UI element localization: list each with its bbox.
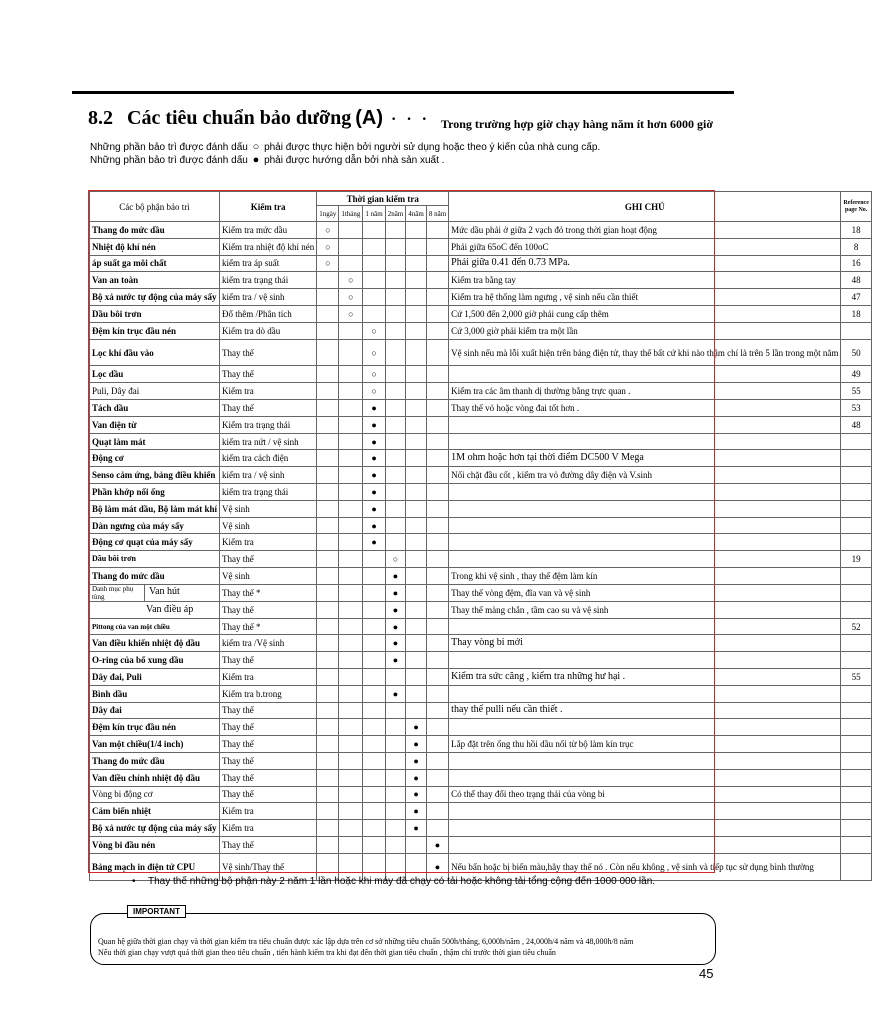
row-check: Thay thế * bbox=[220, 618, 317, 635]
row-part: Bộ xả nước tự động của máy sấy bbox=[90, 820, 220, 837]
open-circle-icon: ○ bbox=[252, 141, 260, 153]
row-ref-page bbox=[841, 322, 872, 339]
row-check: Vệ sinh bbox=[220, 517, 317, 534]
row-note: Thay thế vỏ hoặc vòng đai tốt hơn . bbox=[449, 400, 841, 417]
row-ref-page bbox=[841, 652, 872, 669]
row-ref-page: 18 bbox=[841, 305, 872, 322]
row-ref-page: 50 bbox=[841, 339, 872, 366]
footnote-text: Thay thế những bộ phận này 2 năm 1 lần hoặc khi máy đã chạy có tải hoặc không tải tổng cộng đến 1000 000 lần. bbox=[148, 876, 656, 887]
section-number: 8.2 bbox=[88, 107, 113, 129]
row-part: Đệm kín trục đầu nén bbox=[90, 322, 220, 339]
filled-circle-icon: ● bbox=[406, 719, 427, 736]
row-check: Kiểm tra bbox=[220, 669, 317, 686]
row-part: Nhiệt độ khí nén bbox=[90, 238, 220, 255]
row-check: Kiểm tra dò dầu bbox=[220, 322, 317, 339]
row-note: Phải giữa 0.41 đến 0.73 MPa. bbox=[449, 255, 841, 272]
row-check: Kiểm tra bbox=[220, 383, 317, 400]
filled-circle-icon: ● bbox=[363, 534, 385, 551]
row-check: Thay thế bbox=[220, 752, 317, 769]
filled-circle-icon: ● bbox=[406, 803, 427, 820]
row-ref-page bbox=[841, 803, 872, 820]
important-line-2: Nếu thời gian chạy vượt quá thời gian theo tiêu chuẩn , tiến hành kiểm tra khi đạt đến thời gian tiêu chuẩn , thậm chí trước thời gian tiêu chuẩn bbox=[98, 948, 556, 957]
row-ref-page bbox=[841, 467, 872, 484]
filled-circle-icon: ● bbox=[363, 450, 385, 467]
row-ref-page bbox=[841, 702, 872, 719]
header-check: Kiểm tra bbox=[220, 192, 317, 222]
filled-circle-icon: ● bbox=[385, 568, 406, 585]
open-circle-icon: ○ bbox=[317, 255, 339, 272]
important-text bbox=[98, 936, 713, 958]
row-part: Van một chiều(1/4 inch) bbox=[90, 736, 220, 753]
filled-circle-icon: ● bbox=[406, 736, 427, 753]
row-ref-page bbox=[841, 517, 872, 534]
filled-circle-icon: ● bbox=[385, 584, 406, 601]
row-check: Kiểm tra bbox=[220, 534, 317, 551]
row-check: Thay thế bbox=[220, 836, 317, 853]
bullet-icon: • bbox=[132, 876, 136, 887]
row-group-label: Danh mục phụ tùng bbox=[90, 585, 145, 601]
row-ref-page bbox=[841, 534, 872, 551]
filled-circle-icon: ● bbox=[406, 769, 427, 786]
row-part: Van điều chỉnh nhiệt độ dầu bbox=[90, 769, 220, 786]
header-part: Các bộ phận bảo trì bbox=[90, 192, 220, 222]
row-ref-page bbox=[841, 836, 872, 853]
row-ref-page: 48 bbox=[841, 272, 872, 289]
legend-user-prefix: Những phần bảo trì được đánh dấu bbox=[90, 142, 248, 153]
row-ref-page bbox=[841, 752, 872, 769]
row-note: Thay vòng bi mới bbox=[449, 635, 841, 652]
open-circle-icon: ○ bbox=[385, 551, 406, 568]
row-part: Van điều áp bbox=[90, 601, 220, 618]
row-part: Phần khớp nối ống bbox=[90, 484, 220, 501]
section-title-letter: (A) bbox=[355, 107, 383, 129]
row-part: Dây đai bbox=[90, 702, 220, 719]
legend-maker-prefix: Những phần bảo trì được đánh dấu bbox=[90, 155, 248, 166]
row-part: Vòng bi động cơ bbox=[90, 786, 220, 803]
open-circle-icon: ○ bbox=[317, 222, 339, 239]
row-part: Puli, Dây đai bbox=[90, 383, 220, 400]
header-interval-2year: 2năm bbox=[385, 206, 406, 222]
row-note: Mức dầu phải ở giữa 2 vạch đỏ trong thời gian hoạt động bbox=[449, 222, 841, 239]
open-circle-icon: ○ bbox=[363, 383, 385, 400]
header-interval-4year: 4năm bbox=[406, 206, 427, 222]
row-part: Thang đo mức dầu bbox=[90, 222, 220, 239]
filled-circle-icon: ● bbox=[406, 786, 427, 803]
row-check: Thay thế bbox=[220, 702, 317, 719]
important-line-1: Quan hệ giữa thời gian chạy và thời gian kiểm tra tiêu chuẩn được xác lập dựa trên cơ sở những tiêu chuẩn 500h/tháng, 6,000h/năm , 24,000h/4 năm và 48,000h/8 năm bbox=[98, 937, 634, 946]
row-check: kiểm tra trạng thái bbox=[220, 484, 317, 501]
row-ref-page bbox=[841, 719, 872, 736]
row-ref-page: 47 bbox=[841, 289, 872, 306]
row-check: Vệ sinh bbox=[220, 500, 317, 517]
row-part: Cảm biến nhiệt bbox=[90, 803, 220, 820]
row-ref-page bbox=[841, 500, 872, 517]
row-part: Lọc dầu bbox=[90, 366, 220, 383]
row-ref-page bbox=[841, 584, 872, 601]
header-ref: Reference page No. bbox=[841, 192, 872, 222]
filled-circle-icon: ● bbox=[363, 500, 385, 517]
legend-user bbox=[90, 141, 600, 153]
row-check: Kiểm tra b.trong bbox=[220, 685, 317, 702]
row-check: Kiểm tra bbox=[220, 820, 317, 837]
row-check: Vệ sinh/Thay thế bbox=[220, 853, 317, 880]
row-ref-page bbox=[841, 736, 872, 753]
row-ref-page: 48 bbox=[841, 416, 872, 433]
row-note: Thay thế màng chắn , tầm cao su và vệ sinh bbox=[449, 601, 841, 618]
row-part: Bình dầu bbox=[90, 685, 220, 702]
row-check: Thay thế bbox=[220, 551, 317, 568]
row-ref-page: 55 bbox=[841, 383, 872, 400]
row-check: Vệ sinh bbox=[220, 568, 317, 585]
header-note: GHI CHÚ bbox=[449, 192, 841, 222]
row-check: kiểm tra /Vệ sinh bbox=[220, 635, 317, 652]
filled-circle-icon: ● bbox=[385, 618, 406, 635]
open-circle-icon: ○ bbox=[363, 322, 385, 339]
row-note: Có thể thay đổi theo trạng thái của vòng bi bbox=[449, 786, 841, 803]
row-check: Thay thế bbox=[220, 400, 317, 417]
header-interval-1year: 1 năm bbox=[363, 206, 385, 222]
row-note: Kiểm tra sức căng , kiểm tra những hư hại . bbox=[449, 669, 841, 686]
row-part: Bảng mạch in điện tử CPU bbox=[90, 853, 220, 880]
row-note: Kiểm tra bằng tay bbox=[449, 272, 841, 289]
row-check: Kiểm tra bbox=[220, 803, 317, 820]
row-note: Lắp đặt trên ống thu hồi dầu nối từ bộ làm kín trục bbox=[449, 736, 841, 753]
row-check: kiểm tra / vệ sinh bbox=[220, 289, 317, 306]
row-note: Phải giữa 65oC đến 100oC bbox=[449, 238, 841, 255]
row-part: Quạt làm mát bbox=[90, 433, 220, 450]
filled-circle-icon: ● bbox=[363, 517, 385, 534]
row-note: Cứ 3,000 giờ phải kiểm tra một lần bbox=[449, 322, 841, 339]
row-check: Thay thế bbox=[220, 601, 317, 618]
row-note: Nối chặt đầu cốt , kiểm tra vỏ đường dây điện và V.sinh bbox=[449, 467, 841, 484]
row-part: Thang đo mức dầu bbox=[90, 752, 220, 769]
open-circle-icon: ○ bbox=[339, 305, 363, 322]
row-check: kiểm tra áp suất bbox=[220, 255, 317, 272]
row-part: Dầu bôi trơn bbox=[90, 551, 220, 568]
row-part: Bộ xả nước tự động của máy sấy bbox=[90, 289, 220, 306]
row-note: Vệ sinh nếu mà lỗi xuất hiện trên bảng điện tử, thay thế bất cứ khi nào thậm chí là trên 5 lần trong một năm bbox=[449, 339, 841, 366]
row-part: O-ring của bổ xung dầu bbox=[90, 652, 220, 669]
row-check: kiểm tra / vệ sinh bbox=[220, 467, 317, 484]
row-ref-page bbox=[841, 450, 872, 467]
row-check: Thay thế bbox=[220, 736, 317, 753]
filled-circle-icon: ● bbox=[363, 433, 385, 450]
row-ref-page bbox=[841, 568, 872, 585]
row-check: Thay thế bbox=[220, 339, 317, 366]
row-ref-page: 53 bbox=[841, 400, 872, 417]
row-part: Dầu bôi trơn bbox=[90, 305, 220, 322]
row-ref-page bbox=[841, 601, 872, 618]
header-interval: Thời gian kiểm tra bbox=[317, 192, 449, 206]
row-note: thay thế pulli nếu cần thiết . bbox=[449, 702, 841, 719]
filled-circle-icon: ● bbox=[385, 652, 406, 669]
row-ref-page: 16 bbox=[841, 255, 872, 272]
filled-circle-icon: ● bbox=[363, 484, 385, 501]
open-circle-icon: ○ bbox=[317, 238, 339, 255]
row-check: Kiểm tra trạng thái bbox=[220, 416, 317, 433]
open-circle-icon: ○ bbox=[363, 339, 385, 366]
row-check: Thay thế * bbox=[220, 584, 317, 601]
table-frame bbox=[88, 190, 715, 873]
page-title bbox=[88, 107, 430, 130]
filled-circle-icon: ● bbox=[385, 685, 406, 702]
header-interval-8year: 8 năm bbox=[426, 206, 448, 222]
row-ref-page: 8 bbox=[841, 238, 872, 255]
row-ref-page bbox=[841, 786, 872, 803]
section-title: Các tiêu chuẩn bảo dưỡng bbox=[127, 107, 352, 129]
row-check: Thay thế bbox=[220, 652, 317, 669]
row-note: Trong khi vệ sinh , thay thế đệm làm kín bbox=[449, 568, 841, 585]
row-check: Thay thế bbox=[220, 719, 317, 736]
row-ref-page: 55 bbox=[841, 669, 872, 686]
row-note: Kiểm tra các âm thanh dị thường bằng trực quan . bbox=[449, 383, 841, 400]
open-circle-icon: ○ bbox=[339, 289, 363, 306]
row-ref-page bbox=[841, 433, 872, 450]
header-rule bbox=[72, 91, 734, 94]
row-check: Đổ thêm /Phân tích bbox=[220, 305, 317, 322]
legend-user-suffix: phải được thực hiện bởi người sử dụng hoặc theo ý kiến của nhà cung cấp. bbox=[264, 142, 601, 153]
row-ref-page: 52 bbox=[841, 618, 872, 635]
row-ref-page: 18 bbox=[841, 222, 872, 239]
row-part: Van an toàn bbox=[90, 272, 220, 289]
filled-circle-icon: ● bbox=[363, 467, 385, 484]
row-part: Bộ làm mát dầu, Bộ làm mát khí bbox=[90, 500, 220, 517]
row-part: Tách dầu bbox=[90, 400, 220, 417]
footnote bbox=[132, 876, 656, 887]
legend-maker bbox=[90, 154, 444, 166]
row-part: Van hút bbox=[149, 585, 180, 597]
row-ref-page bbox=[841, 635, 872, 652]
filled-circle-icon: ● bbox=[406, 820, 427, 837]
row-part: Van điện từ bbox=[90, 416, 220, 433]
row-check: Thay thế bbox=[220, 786, 317, 803]
page-number: 45 bbox=[699, 966, 714, 981]
page-subtitle: Trong trường hợp giờ chạy hàng năm ít hơn 6000 giờ bbox=[441, 117, 714, 131]
row-check: Thay thế bbox=[220, 366, 317, 383]
row-part: Đệm kín trục đầu nén bbox=[90, 719, 220, 736]
row-part: áp suất ga môi chất bbox=[90, 255, 220, 272]
filled-circle-icon: ● bbox=[252, 154, 260, 166]
filled-circle-icon: ● bbox=[385, 635, 406, 652]
row-part: Pittong của van một chiều bbox=[90, 618, 220, 635]
filled-circle-icon: ● bbox=[426, 836, 448, 853]
row-ref-page: 19 bbox=[841, 551, 872, 568]
row-check: kiểm tra trạng thái bbox=[220, 272, 317, 289]
row-ref-page: 49 bbox=[841, 366, 872, 383]
row-ref-page bbox=[841, 685, 872, 702]
filled-circle-icon: ● bbox=[363, 416, 385, 433]
header-interval-month: 1tháng bbox=[339, 206, 363, 222]
row-check: kiểm tra cách điện bbox=[220, 450, 317, 467]
row-part: Thang đo mức dầu bbox=[90, 568, 220, 585]
row-check: Thay thế bbox=[220, 769, 317, 786]
filled-circle-icon: ● bbox=[406, 752, 427, 769]
filled-circle-icon: ● bbox=[363, 400, 385, 417]
row-part: Senso cảm ứng, bảng điều khiển bbox=[90, 467, 220, 484]
row-part: Vòng bi đầu nén bbox=[90, 836, 220, 853]
section-title-dots: · · · bbox=[391, 111, 431, 128]
row-part: Lọc khí đầu vào bbox=[90, 339, 220, 366]
open-circle-icon: ○ bbox=[363, 366, 385, 383]
header-interval-day: 1ngày bbox=[317, 206, 339, 222]
row-note: 1M ohm hoặc hơn tại thời điểm DC500 V Mega bbox=[449, 450, 841, 467]
row-check: Kiểm tra nhiệt độ khí nén bbox=[220, 238, 317, 255]
important-label: IMPORTANT bbox=[127, 905, 186, 918]
legend-maker-suffix: phải được hướng dẫn bởi nhà sản xuất . bbox=[264, 155, 445, 166]
row-part: Động cơ quạt của máy sấy bbox=[90, 534, 220, 551]
row-note: Thay thế vòng đệm, đĩa van và vệ sinh bbox=[449, 584, 841, 601]
row-note: Cứ 1,500 đến 2,000 giờ phải cung cấp thêm bbox=[449, 305, 841, 322]
row-note: Nếu bẩn hoặc bị biến màu,hãy thay thế nó . Còn nếu không , vệ sinh và tiếp tục sử dụng bình thường bbox=[449, 853, 841, 880]
row-check: kiểm tra nứt / vệ sinh bbox=[220, 433, 317, 450]
row-ref-page bbox=[841, 820, 872, 837]
row-part: Dàn ngưng của máy sấy bbox=[90, 517, 220, 534]
filled-circle-icon: ● bbox=[426, 853, 448, 880]
row-ref-page bbox=[841, 769, 872, 786]
row-note: Kiểm tra hệ thống làm ngưng , vệ sinh nếu cần thiết bbox=[449, 289, 841, 306]
open-circle-icon: ○ bbox=[339, 272, 363, 289]
filled-circle-icon: ● bbox=[385, 601, 406, 618]
row-part: Động cơ bbox=[90, 450, 220, 467]
row-ref-page bbox=[841, 484, 872, 501]
row-part: Van điều khiển nhiệt độ dầu bbox=[90, 635, 220, 652]
row-check: Kiểm tra mức dầu bbox=[220, 222, 317, 239]
row-ref-page bbox=[841, 853, 872, 880]
row-part: Dây đai, Puli bbox=[90, 669, 220, 686]
